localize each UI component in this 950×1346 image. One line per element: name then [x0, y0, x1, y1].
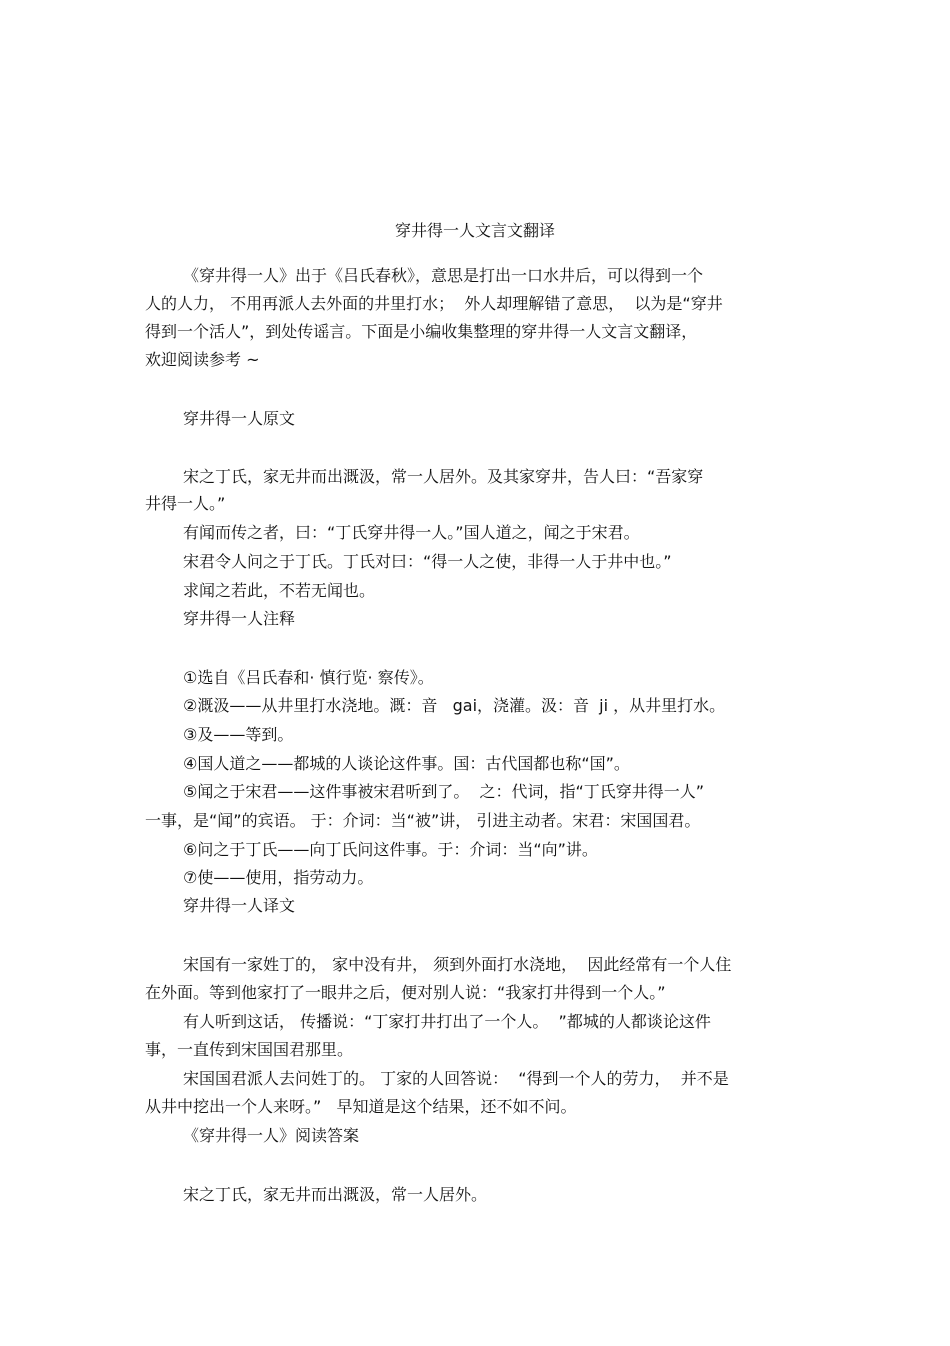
answer-line: 宋之丁氏，家无井而出溉汲，常一人居外。 — [183, 1185, 488, 1204]
original-line: 井得一人。” — [145, 494, 226, 513]
document-title: 穿井得一人文言文翻译 — [394, 221, 555, 240]
original-line: 宋君令人问之于丁氏。丁氏对曰：“得一人之使，非得一人于井中也。” — [183, 552, 672, 571]
note-line: ⑤闻之于宋君——这件事被宋君听到了。 之：代词，指“丁氏穿井得一人” — [183, 782, 705, 801]
note-line: ①选自《吕氏春和· 慎行览· 察传》。 — [183, 668, 434, 687]
section-heading-original: 穿井得一人原文 — [183, 409, 296, 428]
translation-line: 事，一直传到宋国国君那里。 — [145, 1040, 354, 1059]
translation-line: 在外面。等到他家打了一眼井之后，便对别人说：“我家打井得到一个人。” — [145, 983, 666, 1002]
original-line: 有闻而传之者，曰：“丁氏穿井得一人。”国人道之，闻之于宋君。 — [183, 523, 640, 542]
section-heading-notes: 穿井得一人注释 — [183, 609, 296, 628]
original-line: 宋之丁氏，家无井而出溉汲，常一人居外。及其家穿井，告人曰：“吾家穿 — [183, 467, 704, 486]
original-line: 求闻之若此，不若无闻也。 — [183, 581, 376, 600]
translation-line: 宋国有一家姓丁的， 家中没有井， 须到外面打水浇地， 因此经常有一个人住 — [183, 955, 732, 974]
note-line: ④国人道之——都城的人谈论这件事。国：古代国都也称“国”。 — [183, 754, 630, 773]
translation-line: 从井中挖出一个人来呀。” 早知道是这个结果，还不如不问。 — [145, 1097, 577, 1116]
intro-line: 《穿井得一人》出于《吕氏春秋》，意思是打出一口水井后，可以得到一个 — [183, 266, 704, 285]
section-heading-translation: 穿井得一人译文 — [183, 896, 296, 915]
intro-line: 得到一个活人”，到处传谣言。下面是小编收集整理的穿井得一人文言文翻译， — [145, 322, 698, 341]
note-line: ②溉汲——从井里打水浇地。溉：音 gai，浇灌。汲：音 ji ，从井里打水。 — [183, 696, 726, 715]
translation-line: 有人听到这话， 传播说：“丁家打井打出了一个人。 ”都城的人都谈论这件 — [183, 1012, 711, 1031]
note-line: ⑥问之于丁氏——向丁氏问这件事。于：介词：当“向”讲。 — [183, 840, 598, 859]
translation-line: 宋国国君派人去问姓丁的。 丁家的人回答说： “得到一个人的劳力， 并不是 — [183, 1069, 729, 1088]
note-line: 一事，是“闻”的宾语。 于：介词：当“被”讲， 引进主动者。宋君：宋国国君。 — [145, 811, 701, 830]
note-line: ⑦使——使用，指劳动力。 — [183, 868, 374, 887]
section-heading-answers: 《穿井得一人》阅读答案 — [183, 1126, 360, 1145]
intro-line: 人的人力， 不用再派人去外面的井里打水； 外人却理解错了意思， 以为是“穿井 — [145, 294, 723, 313]
note-line: ③及——等到。 — [183, 725, 294, 744]
intro-line: 欢迎阅读参考 ~ — [145, 350, 260, 369]
